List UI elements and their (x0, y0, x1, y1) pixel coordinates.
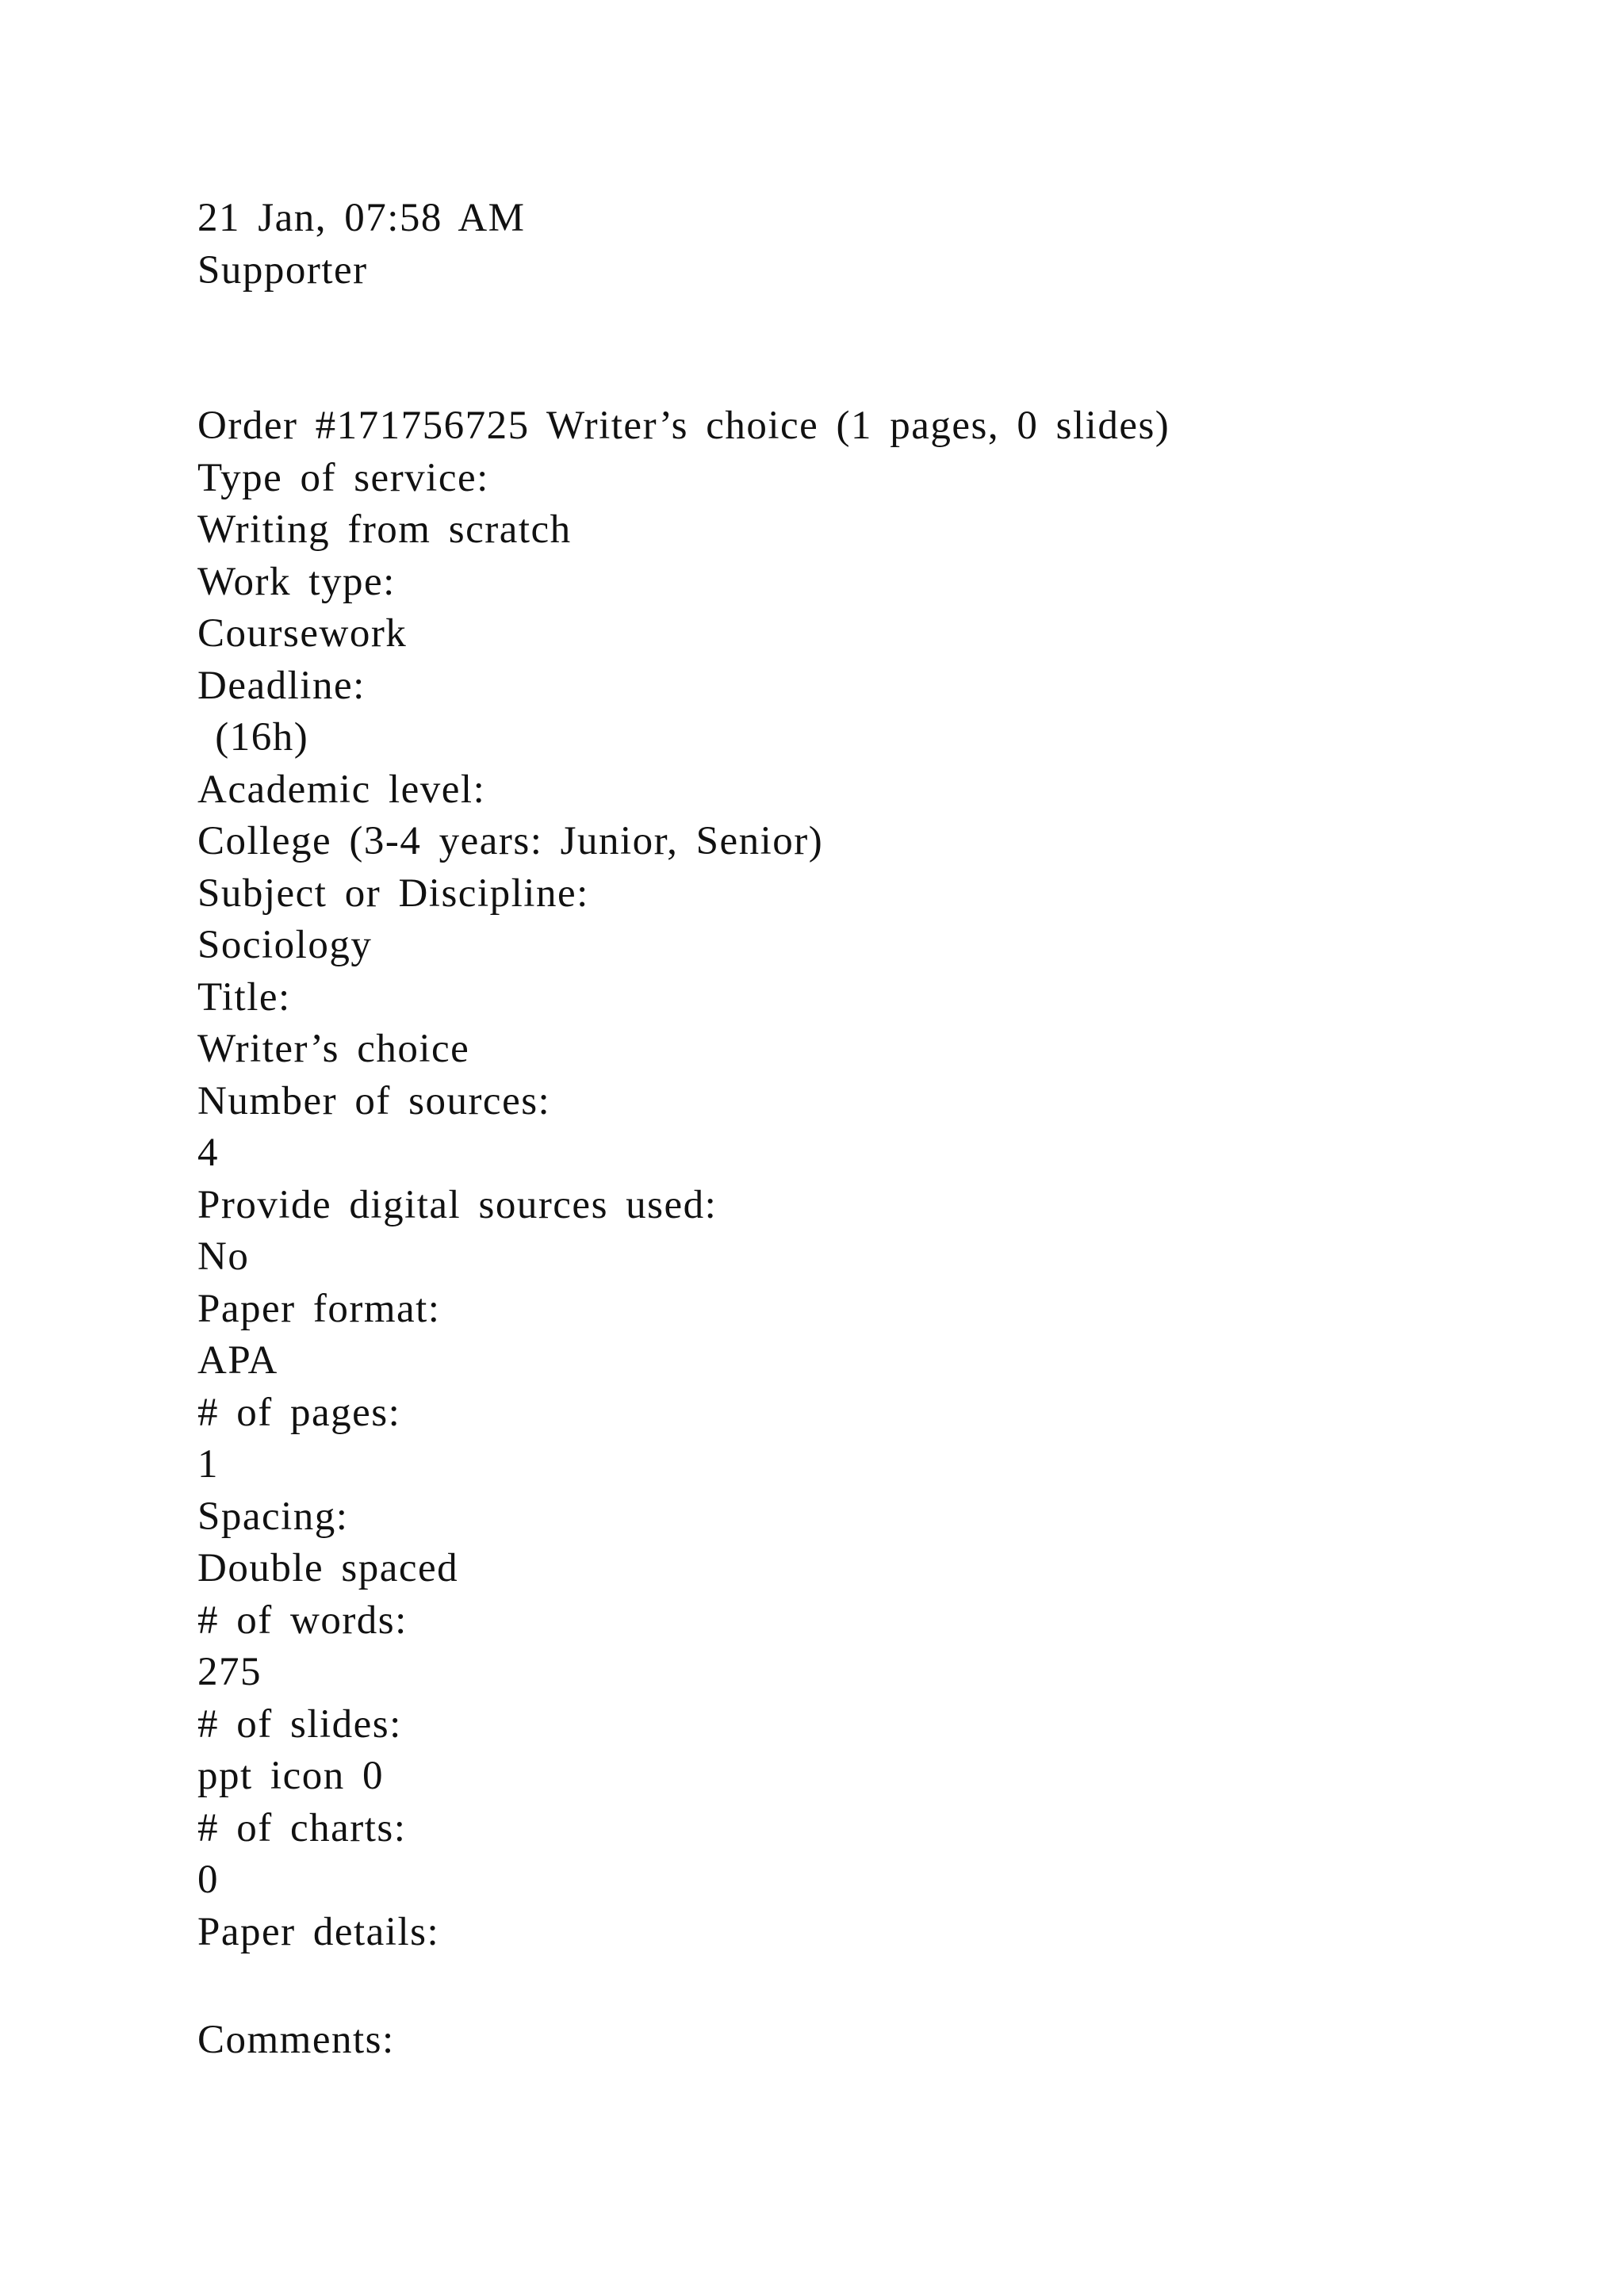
digital-sources-value: No (197, 1234, 250, 1279)
message-author: Supporter (197, 247, 368, 293)
order-title: Order #171756725 Writer’s choice (1 pages, 0 slides) (197, 404, 1170, 448)
academic-level-value: College (3-4 years: Junior, Senior) (197, 819, 824, 863)
message-timestamp: 21 Jan, 07:58 AM (197, 196, 526, 240)
slides-value: ppt icon 0 (197, 1754, 384, 1798)
sources-value: 4 (197, 1131, 219, 1175)
subject-value: Sociology (197, 923, 373, 967)
comments-label: Comments: (197, 2018, 395, 2062)
deadline-label: Deadline: (197, 663, 366, 708)
spacing-value: Double spaced (197, 1546, 459, 1590)
title-value: Writer’s choice (197, 1027, 470, 1071)
words-value: 275 (197, 1650, 262, 1694)
title-label: Title: (197, 974, 291, 1020)
words-label: # of words: (197, 1598, 408, 1643)
charts-value: 0 (197, 1858, 219, 1902)
comments-section (197, 2015, 395, 2067)
paper-format-value: APA (197, 1338, 278, 1383)
message-header (197, 193, 526, 297)
digital-sources-label: Provide digital sources used: (197, 1182, 718, 1227)
sources-label: Number of sources: (197, 1078, 551, 1123)
paper-format-label: Paper format: (197, 1286, 441, 1331)
work-type-value: Coursework (197, 611, 408, 656)
slides-label: # of slides: (197, 1701, 402, 1747)
paper-details-label: Paper details: (197, 1909, 440, 1954)
subject-label: Subject or Discipline: (197, 871, 589, 916)
charts-label: # of charts: (197, 1805, 407, 1850)
spacing-label: Spacing: (197, 1494, 349, 1539)
deadline-value: (16h) (197, 715, 309, 760)
order-details (197, 400, 1170, 1958)
academic-level-label: Academic level: (197, 767, 486, 812)
type-of-service-label: Type of service: (197, 455, 489, 500)
pages-label: # of pages: (197, 1390, 401, 1435)
type-of-service-value: Writing from scratch (197, 507, 572, 552)
work-type-label: Work type: (197, 559, 396, 604)
pages-value: 1 (197, 1442, 219, 1487)
